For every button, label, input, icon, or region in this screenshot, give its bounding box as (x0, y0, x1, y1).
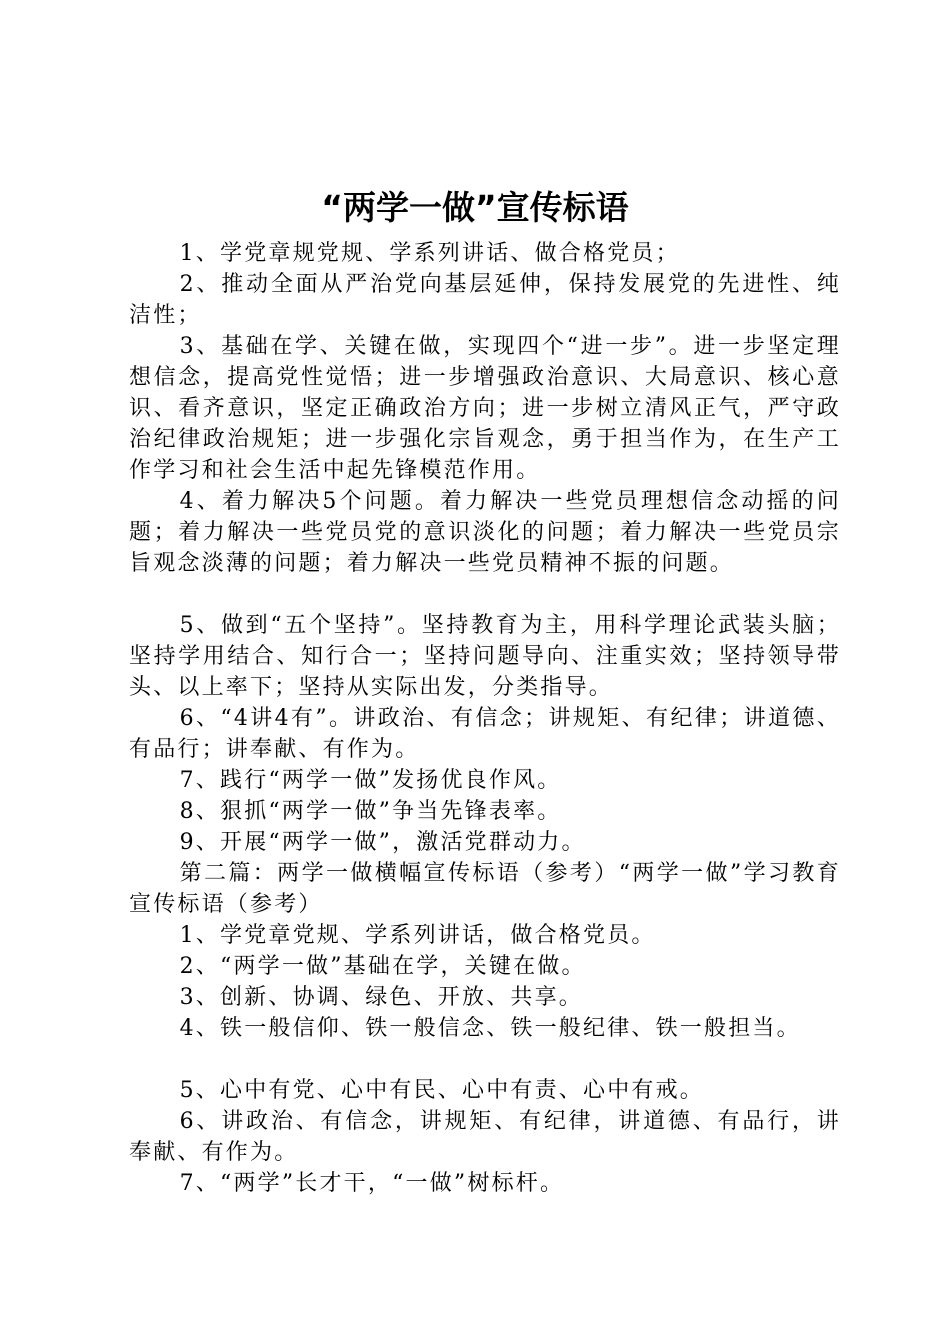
section-2-heading: 第二篇：两学一做横幅宣传标语（参考）“两学一做”学习教育宣传标语（参考） (129, 861, 841, 917)
document-title: “两学一做”宣传标语 (321, 188, 629, 227)
paragraph-4: 4、着力解决5个问题。着力解决一些党员理想信念动摇的问题；着力解决一些党员党的意识淡化的问题；着力解决一些党员宗旨观念淡薄的问题；着力解决一些党员精神不振的问题。 (129, 489, 841, 576)
section-2-item-7: 7、“两学”长才干，“一做”树标杆。 (179, 1171, 565, 1196)
section-2-item-3: 3、创新、协调、绿色、开放、共享。 (179, 985, 583, 1010)
paragraph-5: 5、做到“五个坚持”。坚持教育为主，用科学理论武装头脑；坚持学用结合、知行合一；坚持问题导向、注重实效；坚持领导带头、以上率下；坚持从实际出发，分类指导。 (129, 613, 841, 700)
paragraph-7: 7、践行“两学一做”发扬优良作风。 (179, 768, 562, 793)
section-2-item-6: 6、讲政治、有信念，讲规矩、有纪律，讲道德、有品行，讲奉献、有作为。 (129, 1109, 841, 1165)
paragraph-spacer (129, 1044, 841, 1075)
paragraph-spacer (129, 579, 841, 610)
paragraph-6: 6、“4讲4有”。讲政治、有信念；讲规矩、有纪律；讲道德、有品行；讲奉献、有作为。 (129, 706, 841, 762)
section-2-item-1: 1、学党章党规、学系列讲话，做合格党员。 (179, 923, 656, 948)
paragraph-9: 9、开展“两学一做”，激活党群动力。 (179, 830, 586, 855)
section-2-item-2: 2、“两学一做”基础在学，关键在做。 (179, 954, 586, 979)
section-2-item-5: 5、心中有党、心中有民、心中有责、心中有戒。 (179, 1078, 704, 1103)
paragraph-2: 2、推动全面从严治党向基层延伸，保持发展党的先进性、纯洁性； (129, 272, 841, 328)
section-2-item-4: 4、铁一般信仰、铁一般信念、铁一般纪律、铁一般担当。 (179, 1016, 801, 1041)
document-body (129, 238, 841, 1199)
paragraph-1: 1、学党章规党规、学系列讲话、做合格党员； (179, 241, 680, 266)
paragraph-3: 3、基础在学、关键在做，实现四个“进一步”。进一步坚定理想信念，提高党性觉悟；进一步增强政治意识、大局意识、核心意识、看齐意识，坚定正确政治方向；进一步树立清风正气，严守政治纪律政治规矩；进一步强化宗旨观念，勇于担当作为，在生产工作学习和社会生活中起先锋模范作用。 (129, 334, 841, 483)
paragraph-8: 8、狠抓“两学一做”争当先锋表率。 (179, 799, 562, 824)
